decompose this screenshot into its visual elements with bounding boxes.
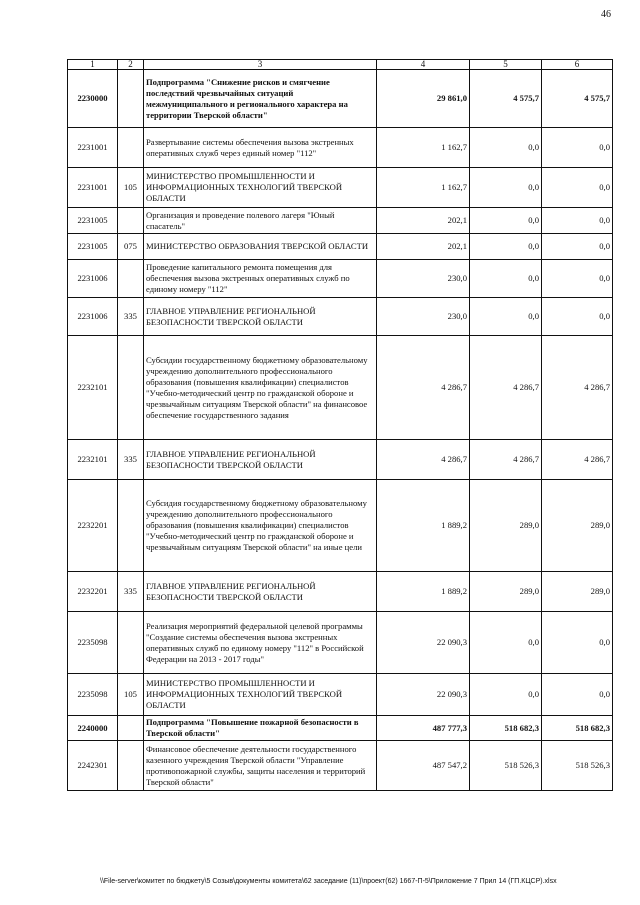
table-row [68, 440, 613, 480]
row-code: 2231006 [68, 298, 118, 336]
row-department-code [118, 612, 144, 674]
row-value-col4: 487 777,3 [377, 716, 470, 741]
row-value-col6: 518 682,3 [542, 716, 613, 741]
row-name: ГЛАВНОЕ УПРАВЛЕНИЕ РЕГИОНАЛЬНОЙ БЕЗОПАСНОСТИ ТВЕРСКОЙ ОБЛАСТИ [144, 298, 377, 336]
row-name: Субсидия государственному бюджетному образовательному учреждению дополнительного профессионального образования (повышения квалификации) специалистов "Учебно-методический центр по гражданской обороне и чрезвычайным ситуациям Тверской области" на иные цели [144, 480, 377, 572]
row-department-code: 335 [118, 440, 144, 480]
row-name: Проведение капитального ремонта помещения для обеспечения вызова экстренных оперативных служб по единому номеру "112" [144, 260, 377, 298]
row-name: ГЛАВНОЕ УПРАВЛЕНИЕ РЕГИОНАЛЬНОЙ БЕЗОПАСНОСТИ ТВЕРСКОЙ ОБЛАСТИ [144, 572, 377, 612]
row-value-col6: 289,0 [542, 480, 613, 572]
row-department-code [118, 128, 144, 168]
row-value-col5: 4 286,7 [470, 440, 542, 480]
table-row [68, 298, 613, 336]
row-department-code: 105 [118, 674, 144, 716]
table-row [68, 716, 613, 741]
row-code: 2242301 [68, 741, 118, 791]
row-value-col6: 0,0 [542, 234, 613, 260]
row-value-col5: 4 575,7 [470, 70, 542, 128]
row-value-col4: 202,1 [377, 208, 470, 234]
row-value-col4: 1 889,2 [377, 572, 470, 612]
row-name: Развертывание системы обеспечения вызова экстренных оперативных служб через единый номер "112" [144, 128, 377, 168]
row-value-col5: 289,0 [470, 480, 542, 572]
row-code: 2232201 [68, 480, 118, 572]
row-value-col4: 1 889,2 [377, 480, 470, 572]
row-name: Финансовое обеспечение деятельности государственного казенного учреждения Тверской области "Управление противопожарной службы, защиты населения и территорий Тверской области" [144, 741, 377, 791]
page-number: 46 [601, 9, 611, 20]
row-value-col4: 230,0 [377, 260, 470, 298]
row-value-col5: 0,0 [470, 208, 542, 234]
table-row [68, 234, 613, 260]
row-code: 2231001 [68, 168, 118, 208]
row-code: 2230000 [68, 70, 118, 128]
row-department-code [118, 741, 144, 791]
table-row [68, 70, 613, 128]
row-value-col5: 0,0 [470, 612, 542, 674]
table-row [68, 612, 613, 674]
row-department-code: 335 [118, 572, 144, 612]
row-code: 2232101 [68, 336, 118, 440]
row-department-code [118, 260, 144, 298]
row-name: Субсидии государственному бюджетному образовательному учреждению дополнительного профессионального образования (повышения квалификации) специалистов "Учебно-методический центр по гражданской обороне и чрезвычайным ситуациям Тверской области" на финансовое обеспечение государственного задания [144, 336, 377, 440]
table-row [68, 336, 613, 440]
row-value-col6: 289,0 [542, 572, 613, 612]
column-header: 3 [144, 60, 377, 70]
table-row [68, 674, 613, 716]
row-value-col5: 0,0 [470, 168, 542, 208]
row-code: 2231005 [68, 234, 118, 260]
row-value-col6: 0,0 [542, 298, 613, 336]
column-header: 2 [118, 60, 144, 70]
row-value-col5: 518 526,3 [470, 741, 542, 791]
row-department-code [118, 336, 144, 440]
table-row [68, 480, 613, 572]
table-header-row [68, 60, 613, 70]
row-name: МИНИСТЕРСТВО ПРОМЫШЛЕННОСТИ И ИНФОРМАЦИОННЫХ ТЕХНОЛОГИЙ ТВЕРСКОЙ ОБЛАСТИ [144, 168, 377, 208]
row-value-col6: 0,0 [542, 260, 613, 298]
row-code: 2240000 [68, 716, 118, 741]
row-name: МИНИСТЕРСТВО ОБРАЗОВАНИЯ ТВЕРСКОЙ ОБЛАСТИ [144, 234, 377, 260]
row-value-col4: 22 090,3 [377, 612, 470, 674]
row-value-col5: 0,0 [470, 674, 542, 716]
row-value-col4: 22 090,3 [377, 674, 470, 716]
row-code: 2235098 [68, 674, 118, 716]
row-value-col4: 202,1 [377, 234, 470, 260]
row-value-col5: 289,0 [470, 572, 542, 612]
row-name: Подпрограмма "Повышение пожарной безопасности в Тверской области" [144, 716, 377, 741]
row-value-col4: 29 861,0 [377, 70, 470, 128]
row-value-col6: 0,0 [542, 208, 613, 234]
row-value-col6: 0,0 [542, 168, 613, 208]
row-code: 2232101 [68, 440, 118, 480]
row-value-col5: 518 682,3 [470, 716, 542, 741]
row-value-col5: 0,0 [470, 128, 542, 168]
row-name: Реализация мероприятий федеральной целевой программы "Создание системы обеспечения вызова экстренных оперативных служб по единому номеру "112" в Российской Федерации на 2013 - 2017 годы" [144, 612, 377, 674]
row-department-code [118, 480, 144, 572]
row-code: 2231006 [68, 260, 118, 298]
row-code: 2231001 [68, 128, 118, 168]
table-row [68, 168, 613, 208]
row-department-code: 335 [118, 298, 144, 336]
file-path-footer: \\File-server\комитет по бюджету\5 Созыв\документы комитета\62 заседание (11)\проект(62) 1667-П-5\Приложение 7 Прил 14 (ГП.КЦСР).xlsx [100, 878, 557, 885]
row-department-code: 075 [118, 234, 144, 260]
row-value-col5: 4 286,7 [470, 336, 542, 440]
row-value-col4: 1 162,7 [377, 128, 470, 168]
table-row [68, 128, 613, 168]
row-department-code [118, 70, 144, 128]
row-value-col5: 0,0 [470, 234, 542, 260]
row-value-col6: 4 286,7 [542, 440, 613, 480]
row-value-col6: 0,0 [542, 612, 613, 674]
row-value-col5: 0,0 [470, 298, 542, 336]
row-value-col6: 518 526,3 [542, 741, 613, 791]
row-value-col5: 0,0 [470, 260, 542, 298]
row-name: ГЛАВНОЕ УПРАВЛЕНИЕ РЕГИОНАЛЬНОЙ БЕЗОПАСНОСТИ ТВЕРСКОЙ ОБЛАСТИ [144, 440, 377, 480]
column-header: 5 [470, 60, 542, 70]
row-name: МИНИСТЕРСТВО ПРОМЫШЛЕННОСТИ И ИНФОРМАЦИОННЫХ ТЕХНОЛОГИЙ ТВЕРСКОЙ ОБЛАСТИ [144, 674, 377, 716]
table-row [68, 260, 613, 298]
row-value-col6: 0,0 [542, 128, 613, 168]
budget-table [67, 59, 613, 791]
column-header: 1 [68, 60, 118, 70]
row-code: 2231005 [68, 208, 118, 234]
row-department-code [118, 716, 144, 741]
column-header: 4 [377, 60, 470, 70]
row-name: Подпрограмма "Снижение рисков и смягчение последствий чрезвычайных ситуаций межмуниципального и регионального характера на территории Тверской области" [144, 70, 377, 128]
row-value-col4: 487 547,2 [377, 741, 470, 791]
row-value-col4: 4 286,7 [377, 440, 470, 480]
row-value-col6: 0,0 [542, 674, 613, 716]
table-row [68, 741, 613, 791]
column-header: 6 [542, 60, 613, 70]
row-code: 2232201 [68, 572, 118, 612]
row-name: Организация и проведение полевого лагеря "Юный спасатель" [144, 208, 377, 234]
table-row [68, 572, 613, 612]
row-code: 2235098 [68, 612, 118, 674]
row-value-col4: 230,0 [377, 298, 470, 336]
row-value-col4: 4 286,7 [377, 336, 470, 440]
row-value-col6: 4 286,7 [542, 336, 613, 440]
row-value-col6: 4 575,7 [542, 70, 613, 128]
row-department-code: 105 [118, 168, 144, 208]
table-row [68, 208, 613, 234]
row-department-code [118, 208, 144, 234]
row-value-col4: 1 162,7 [377, 168, 470, 208]
